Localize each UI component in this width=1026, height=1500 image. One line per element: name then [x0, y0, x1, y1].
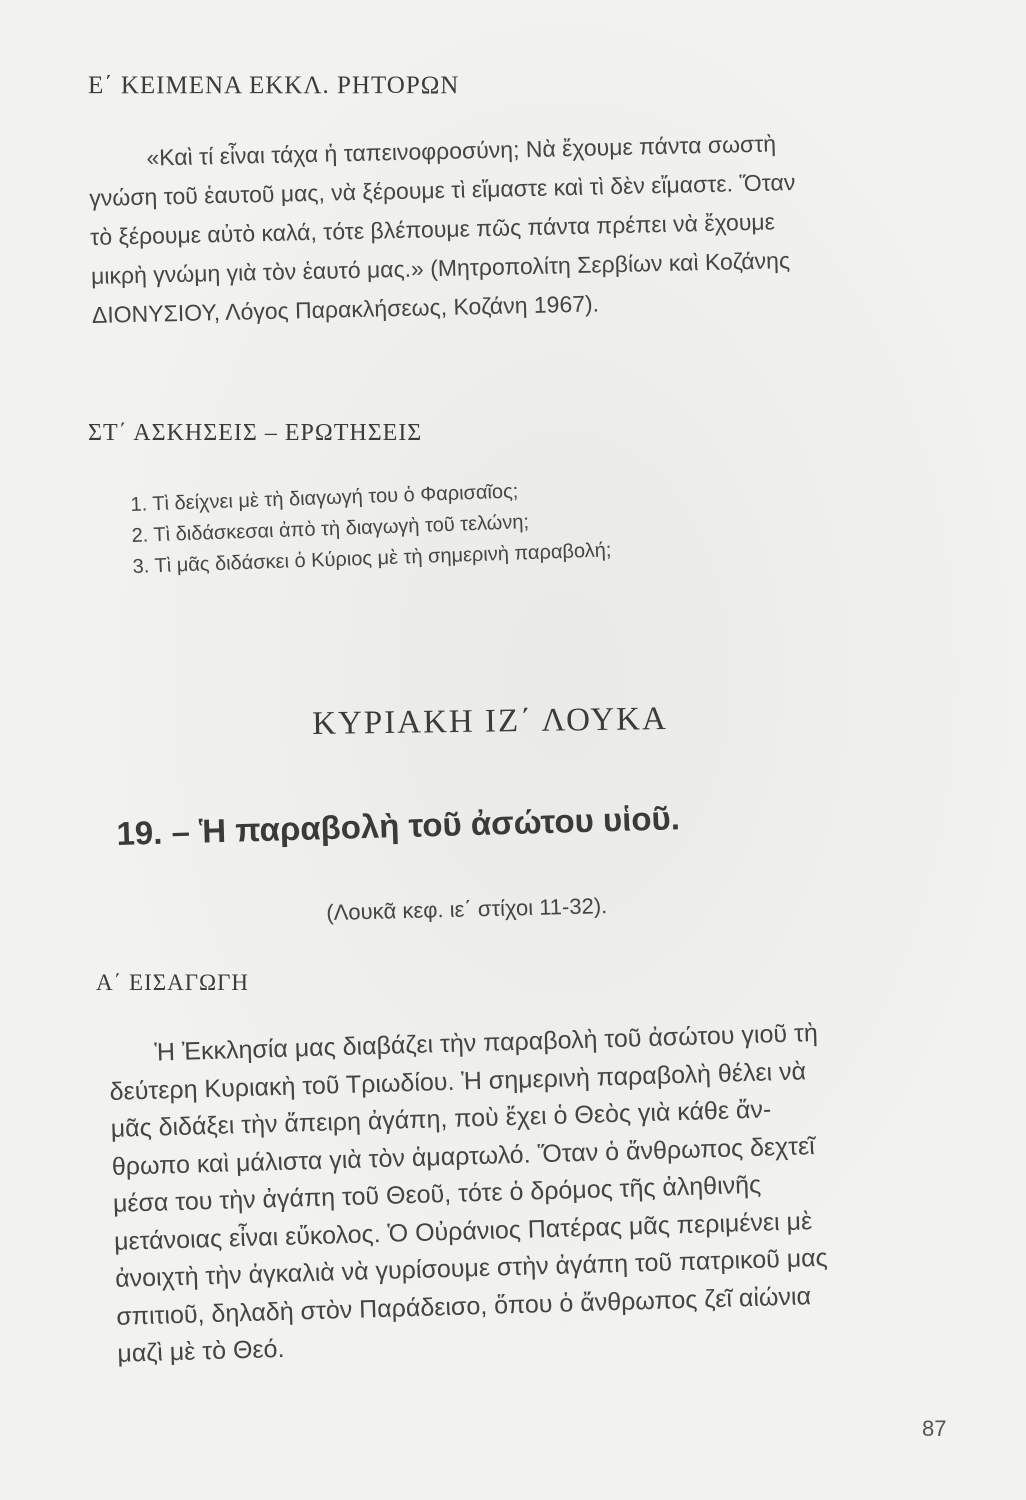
- quote-line: μικρὴ γνώμη γιὰ τὸν ἑαυτό μας.» (Μητροπολίτη Σερβίων καὶ Κοζάνης: [90, 247, 791, 289]
- body-line: θρωπο καὶ μάλιστα γιὰ τὸν ἁμαρτωλό. Ὅταν ὁ ἄνθρωπος δεχτεῖ: [111, 1131, 816, 1181]
- section-a-heading: Α΄ ΕΙΣΑΓΩΓΗ: [96, 970, 250, 995]
- quote-line: τὸ ξέρουμε αὐτὸ καλά, τότε βλέπουμε πῶς πάντα πρέπει νὰ ἔχουμε: [89, 208, 776, 250]
- body-line: Ἡ Ἐκκλησία μας διαβάζει τὴν παραβολὴ τοῦ ἀσώτου γιοῦ τὴ: [154, 1018, 819, 1067]
- body-line: δεύτερη Κυριακὴ τοῦ Τριωδίου. Ἡ σημερινὴ παραβολὴ θέλει νὰ: [109, 1056, 807, 1106]
- chapter-title: ΚΥΡΙΑΚΗ ΙΖ΄ ΛΟΥΚΑ: [312, 701, 669, 742]
- section-e-heading: Ε΄ ΚΕΙΜΕΝΑ ΕΚΚΛ. ΡΗΤΟΡΩΝ: [88, 72, 460, 99]
- question-item: 3. Τὶ μᾶς διδάσκει ὁ Κύριος μὲ τὴ σημερινὴ παραβολή;: [132, 539, 612, 578]
- questions-list: [130, 473, 612, 583]
- body-line: μαζὶ μὲ τὸ Θεό.: [117, 1334, 285, 1368]
- quote-paragraph: [88, 121, 942, 335]
- quote-line: γνώση τοῦ ἑαυτοῦ μας, νὰ ξέρουμε τὶ εἴμαστε καὶ τὶ δὲν εἴμαστε. Ὅταν: [89, 168, 796, 211]
- page-number: 87: [922, 1416, 947, 1441]
- body-line: μετάνοιας εἶναι εὔκολος. Ὁ Οὐράνιος Πατέρας μᾶς περιμένει μὲ: [113, 1206, 813, 1256]
- section-st-heading: ΣΤ΄ ΑΣΚΗΣΕΙΣ – ΕΡΩΤΗΣΕΙΣ: [88, 420, 423, 446]
- body-line: σπιτιοῦ, δηλαδὴ στὸν Παράδεισο, ὅπου ὁ ἄνθρωπος ζεῖ αἰώνια: [115, 1281, 812, 1331]
- lesson-title: 19. – Ἡ παραβολὴ τοῦ ἀσώτου υἱοῦ.: [116, 799, 681, 852]
- body-line: μέσα του τὴν ἀγάπη τοῦ Θεοῦ, τότε ὁ δρόμος τῆς ἀληθινῆς: [112, 1170, 762, 1218]
- introduction-paragraph: [108, 1011, 968, 1374]
- quote-line: ΔΙΟΝΥΣΙΟΥ, Λόγος Παρακλήσεως, Κοζάνη 1967).: [91, 290, 600, 328]
- question-item: 2. Τὶ διδάσκεσαι ἀπὸ τὴ διαγωγὴ τοῦ τελώνη;: [131, 511, 530, 547]
- body-line: ἀνοιχτὴ τὴν ἀγκαλιὰ νὰ γυρίσουμε στὴν ἀγάπη τοῦ πατρικοῦ μας: [114, 1243, 829, 1293]
- question-item: 1. Τὶ δείχνει μὲ τὴ διαγωγή του ὁ Φαρισαῖος;: [130, 480, 519, 516]
- body-line: μᾶς διδάξει τὴν ἄπειρη ἀγάπη, ποὺ ἔχει ὁ Θεὸς γιὰ κάθε ἄν-: [110, 1095, 772, 1143]
- scripture-reference: (Λουκᾶ κεφ. ιε΄ στίχοι 11-32).: [326, 893, 608, 925]
- quote-line: «Καὶ τί εἶναι τάχα ἡ ταπεινοφροσύνη; Νὰ ἔχουμε πάντα σωστὴ: [146, 130, 777, 171]
